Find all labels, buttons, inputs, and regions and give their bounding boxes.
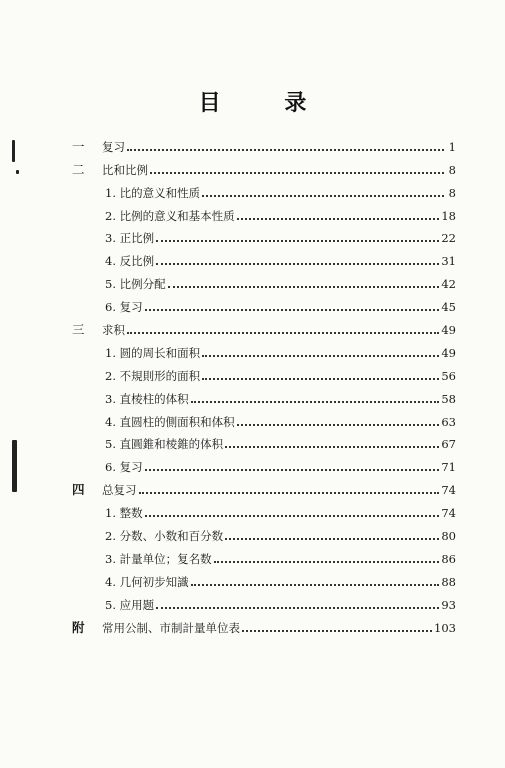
chapter-number: 二 (72, 161, 85, 177)
toc-entry-label: 常用公制、市制計量单位表 (102, 620, 240, 635)
dot-leader (150, 172, 444, 174)
toc-entry (105, 529, 456, 543)
toc-entry (105, 460, 456, 474)
toc-section-row (72, 568, 456, 591)
toc-page-number: 49 (441, 345, 456, 360)
toc-entry-label: 6. 复习 (105, 460, 143, 475)
toc-section-row (72, 499, 456, 522)
toc-entry-label: 6. 复习 (105, 300, 143, 315)
toc-entry-label: 1. 比的意义和性质 (105, 185, 201, 200)
toc-page-number: 103 (434, 620, 456, 635)
toc-entry (105, 575, 456, 589)
toc-entry-label: 2. 比例的意义和基本性质 (105, 208, 235, 223)
toc-page-number: 31 (441, 254, 456, 269)
toc-chapter-row (72, 156, 456, 179)
chapter-number: 一 (72, 138, 85, 154)
dot-leader (237, 218, 440, 220)
dot-leader (191, 401, 440, 403)
toc-section-row (72, 522, 456, 545)
toc-entry-label: 总复习 (102, 483, 137, 498)
toc-section-row (72, 179, 456, 202)
dot-leader (168, 286, 440, 288)
dot-leader (214, 561, 440, 563)
toc-section-row (72, 225, 456, 248)
toc-entry (105, 277, 456, 291)
toc-page-number: 58 (441, 391, 456, 406)
toc-entry (105, 506, 456, 520)
toc-section-row (72, 362, 456, 385)
toc-section-row (72, 408, 456, 431)
toc-entry-label: 3. 正比例 (105, 231, 155, 246)
toc-page-number: 80 (441, 529, 456, 544)
scan-mark-middle (12, 440, 17, 492)
toc-entry-label: 5. 比例分配 (105, 277, 166, 292)
toc-chapter-row (72, 476, 456, 499)
chapter-number: 四 (72, 482, 85, 498)
toc-section-row (72, 453, 456, 476)
toc-chapter-row (72, 133, 456, 156)
toc-page-number: 18 (441, 208, 456, 223)
toc-entry (105, 186, 456, 200)
toc-page-number: 67 (441, 437, 456, 452)
toc-entry-label: 5. 直圓錐和棱錐的体积 (105, 437, 224, 452)
toc-section-row (72, 385, 456, 408)
toc-page-number: 63 (441, 414, 456, 429)
toc-entry-label: 求积 (102, 323, 125, 338)
toc-page-number: 86 (441, 551, 456, 566)
toc-entry (102, 323, 456, 337)
page-title: 目 录 (198, 91, 335, 116)
toc-entry (102, 621, 456, 635)
dot-leader (225, 538, 439, 540)
toc-page-number: 49 (441, 323, 456, 338)
dot-leader (156, 240, 439, 242)
toc-section-row (72, 202, 456, 225)
dot-leader (145, 309, 440, 311)
toc-entry (105, 231, 456, 245)
toc-entry-label: 2. 不規則形的面积 (105, 368, 201, 383)
toc-entry-label: 1. 圆的周长和面积 (105, 345, 201, 360)
dot-leader (127, 149, 444, 151)
toc-section-row (72, 545, 456, 568)
chapter-number: 三 (72, 322, 85, 338)
chapter-number: 附 (72, 619, 85, 635)
toc-page-number: 74 (441, 483, 456, 498)
toc-entry-label: 4. 直圆柱的側面积和体积 (105, 414, 235, 429)
dot-leader (191, 584, 440, 586)
dot-leader (202, 355, 439, 357)
toc-page-number: 42 (441, 277, 456, 292)
toc-page-number: 88 (441, 574, 456, 589)
toc-entry (102, 163, 456, 177)
dot-leader (156, 607, 439, 609)
dot-leader (202, 195, 444, 197)
toc-entry-label: 5. 应用题 (105, 597, 155, 612)
toc-entry (105, 209, 456, 223)
toc-page-number: 1 (448, 139, 456, 154)
toc-entry (105, 369, 456, 383)
toc-page-number: 8 (448, 185, 456, 200)
toc-entry (105, 254, 456, 268)
dot-leader (127, 332, 439, 334)
toc-entry-label: 2. 分数、小数和百分数 (105, 529, 224, 544)
toc-section-row (72, 591, 456, 614)
toc-section-row (72, 247, 456, 270)
dot-leader (242, 630, 432, 632)
toc-chapter-row (72, 614, 456, 637)
table-of-contents (72, 133, 456, 637)
toc-entry (105, 300, 456, 314)
toc-entry-label: 比和比例 (102, 162, 148, 177)
toc-entry-label: 3. 直棱柱的体积 (105, 391, 189, 406)
toc-page-number: 93 (441, 597, 456, 612)
toc-entry (102, 140, 456, 154)
toc-section-row (72, 293, 456, 316)
toc-section-row (72, 431, 456, 454)
toc-entry (102, 483, 456, 497)
toc-entry-label: 4. 反比例 (105, 254, 155, 269)
toc-page-number: 45 (441, 300, 456, 315)
dot-leader (145, 469, 440, 471)
dot-leader (237, 424, 440, 426)
toc-entry (105, 392, 456, 406)
toc-section-row (72, 270, 456, 293)
toc-entry (105, 415, 456, 429)
toc-entry-label: 1. 整数 (105, 506, 143, 521)
dot-leader (202, 378, 439, 380)
toc-section-row (72, 339, 456, 362)
toc-entry (105, 437, 456, 451)
toc-page-number: 8 (448, 162, 456, 177)
scan-mark-top (12, 140, 15, 162)
toc-entry-label: 3. 計量单位；复名数 (105, 551, 212, 566)
toc-page-number: 22 (441, 231, 456, 246)
toc-entry (105, 598, 456, 612)
toc-page-number: 56 (441, 368, 456, 383)
dot-leader (225, 446, 439, 448)
toc-entry (105, 346, 456, 360)
dot-leader (145, 515, 440, 517)
toc-entry-label: 4. 几何初步知識 (105, 574, 189, 589)
toc-page-number: 71 (441, 460, 456, 475)
toc-entry-label: 复习 (102, 139, 125, 154)
dot-leader (156, 263, 439, 265)
toc-entry (105, 552, 456, 566)
dot-leader (139, 492, 440, 494)
toc-page-number: 74 (441, 506, 456, 521)
scan-mark-top-dot (16, 170, 19, 174)
toc-chapter-row (72, 316, 456, 339)
